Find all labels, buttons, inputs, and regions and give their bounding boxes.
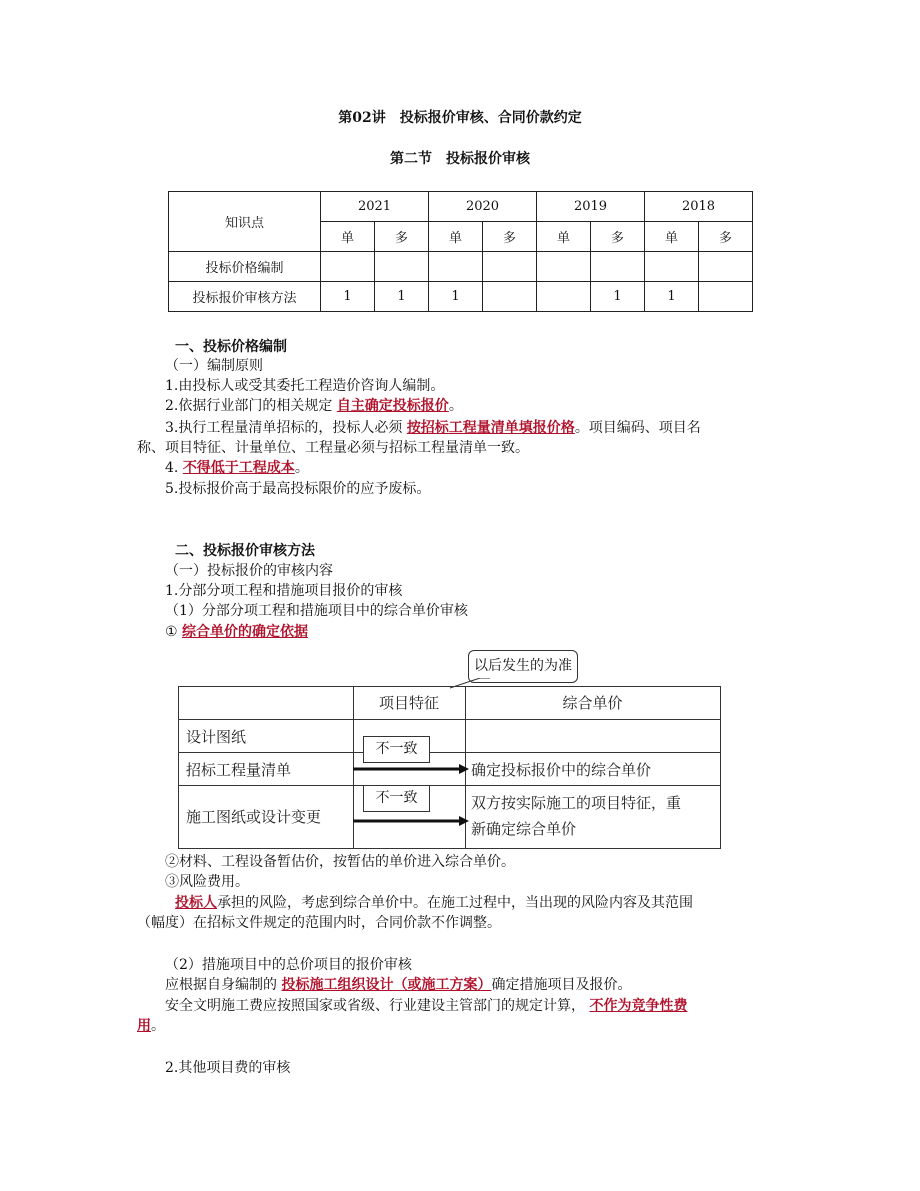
subheading: （一）编制原则 <box>165 358 263 374</box>
text: 3.执行工程量清单招标的，投标人必须 <box>165 420 407 436</box>
callout-pointer <box>440 678 500 690</box>
arrow-head-icon <box>459 816 469 826</box>
sub-header: 多 <box>591 222 645 252</box>
paragraph: 2.其他项目费的审核 <box>165 1060 291 1076</box>
text: 应根据自身编制的 <box>165 977 282 993</box>
text: 确定措施项目及报价。 <box>491 977 632 993</box>
sub-header: 单 <box>321 222 375 252</box>
paragraph: ②材料、工程设备暂估价，按暂估的单价进入综合单价。 <box>165 854 515 870</box>
row-label: 施工图纸或设计变更 <box>186 808 322 826</box>
table-corner: 知识点 <box>169 192 321 252</box>
year-header: 2019 <box>537 192 645 222</box>
highlight: 综合单价的确定依据 <box>182 624 309 640</box>
table-row <box>169 282 753 312</box>
text: ① <box>165 624 183 640</box>
row-label: 招标工程量清单 <box>186 761 292 779</box>
cell <box>375 252 429 282</box>
divider <box>178 848 721 849</box>
col-header: 综合单价 <box>562 694 623 712</box>
heading-1: 一、投标价格编制 <box>175 339 287 355</box>
cell <box>699 252 753 282</box>
cell <box>537 252 591 282</box>
cell: 1 <box>591 282 645 312</box>
mismatch-label: 不一致 <box>363 736 430 763</box>
subheading: （一）投标报价的审核内容 <box>165 563 333 579</box>
col-header: 项目特征 <box>378 694 439 712</box>
divider <box>178 686 179 849</box>
text: 承担的风险，考虑到综合单价中。在施工过程中，当出现的风险内容及其范围 <box>217 895 693 911</box>
text: 。 <box>151 1018 165 1034</box>
paragraph-cont <box>137 1016 165 1036</box>
page-title: 第02讲 投标报价审核、合同价款约定 <box>338 110 582 126</box>
cell <box>429 252 483 282</box>
exam-frequency-table <box>168 191 753 312</box>
highlight: 投标人 <box>175 895 217 911</box>
result-text: 确定投标报价中的综合单价 <box>471 761 652 779</box>
sub-header: 多 <box>483 222 537 252</box>
paragraph: （2）措施项目中的总价项目的报价审核 <box>165 957 412 973</box>
section-title: 第二节 投标报价审核 <box>390 151 530 167</box>
mismatch-label: 不一致 <box>363 785 430 812</box>
paragraph: ③风险费用。 <box>165 874 249 890</box>
cell: 1 <box>429 282 483 312</box>
cell <box>483 252 537 282</box>
cell <box>699 282 753 312</box>
paragraph-cont: 称、项目特征、计量单位、工程量必须与招标工程量清单一致。 <box>137 440 529 456</box>
divider <box>178 752 721 753</box>
cell: 1 <box>321 282 375 312</box>
paragraph <box>175 893 693 913</box>
paragraph: （1）分部分项工程和措施项目中的综合单价审核 <box>165 603 468 619</box>
highlight: 自主确定投标报价 <box>336 398 449 414</box>
table-row <box>169 252 753 282</box>
divider <box>720 686 721 849</box>
cell <box>537 282 591 312</box>
paragraph <box>165 396 463 416</box>
sub-header: 单 <box>537 222 591 252</box>
highlight: 按招标工程量清单填报价格 <box>406 420 575 436</box>
result-text: 新确定综合单价 <box>471 820 577 838</box>
text: 。 <box>294 460 309 476</box>
text: 安全文明施工费应按照国家或省级、行业建设主管部门的规定计算， <box>165 998 590 1014</box>
sub-header: 单 <box>645 222 699 252</box>
paragraph <box>165 418 701 438</box>
paragraph: 1.由投标人或受其委托工程造价咨询人编制。 <box>165 378 445 394</box>
paragraph <box>165 996 687 1016</box>
highlight: 不作为竞争性费 <box>589 998 688 1014</box>
arrow-head-icon <box>459 764 469 774</box>
divider <box>178 719 721 720</box>
cell: 1 <box>645 282 699 312</box>
highlight: 不得低于工程成本 <box>182 460 295 476</box>
divider <box>178 686 721 687</box>
highlight: 投标施工组织设计（或施工方案） <box>281 977 492 993</box>
paragraph <box>165 622 308 642</box>
cell <box>321 252 375 282</box>
year-header: 2020 <box>429 192 537 222</box>
text: 4. <box>165 460 183 476</box>
row-label: 投标报价审核方法 <box>169 282 321 312</box>
text: 。 <box>448 398 463 414</box>
sub-header: 多 <box>699 222 753 252</box>
year-header: 2018 <box>645 192 753 222</box>
highlight: 用 <box>137 1018 151 1034</box>
sub-header: 单 <box>429 222 483 252</box>
paragraph: 1.分部分项工程和措施项目报价的审核 <box>165 583 403 599</box>
paragraph <box>165 975 631 995</box>
callout-box: 以后发生的为准 <box>468 650 578 683</box>
cell <box>483 282 537 312</box>
text: 2.依据行业部门的相关规定 <box>165 398 337 414</box>
cell <box>591 252 645 282</box>
year-header: 2021 <box>321 192 429 222</box>
paragraph <box>165 458 309 478</box>
heading-2: 二、投标报价审核方法 <box>175 543 315 559</box>
cell <box>645 252 699 282</box>
sub-header: 多 <box>375 222 429 252</box>
paragraph: 5.投标报价高于最高投标限价的应予废标。 <box>165 481 431 497</box>
text: 。项目编码、项目名 <box>574 420 701 436</box>
row-label: 投标价格编制 <box>169 252 321 282</box>
row-label: 设计图纸 <box>186 728 247 746</box>
result-text: 双方按实际施工的项目特征，重 <box>471 794 682 812</box>
paragraph-cont: （幅度）在招标文件规定的范围内时，合同价款不作调整。 <box>137 915 501 931</box>
cell: 1 <box>375 282 429 312</box>
